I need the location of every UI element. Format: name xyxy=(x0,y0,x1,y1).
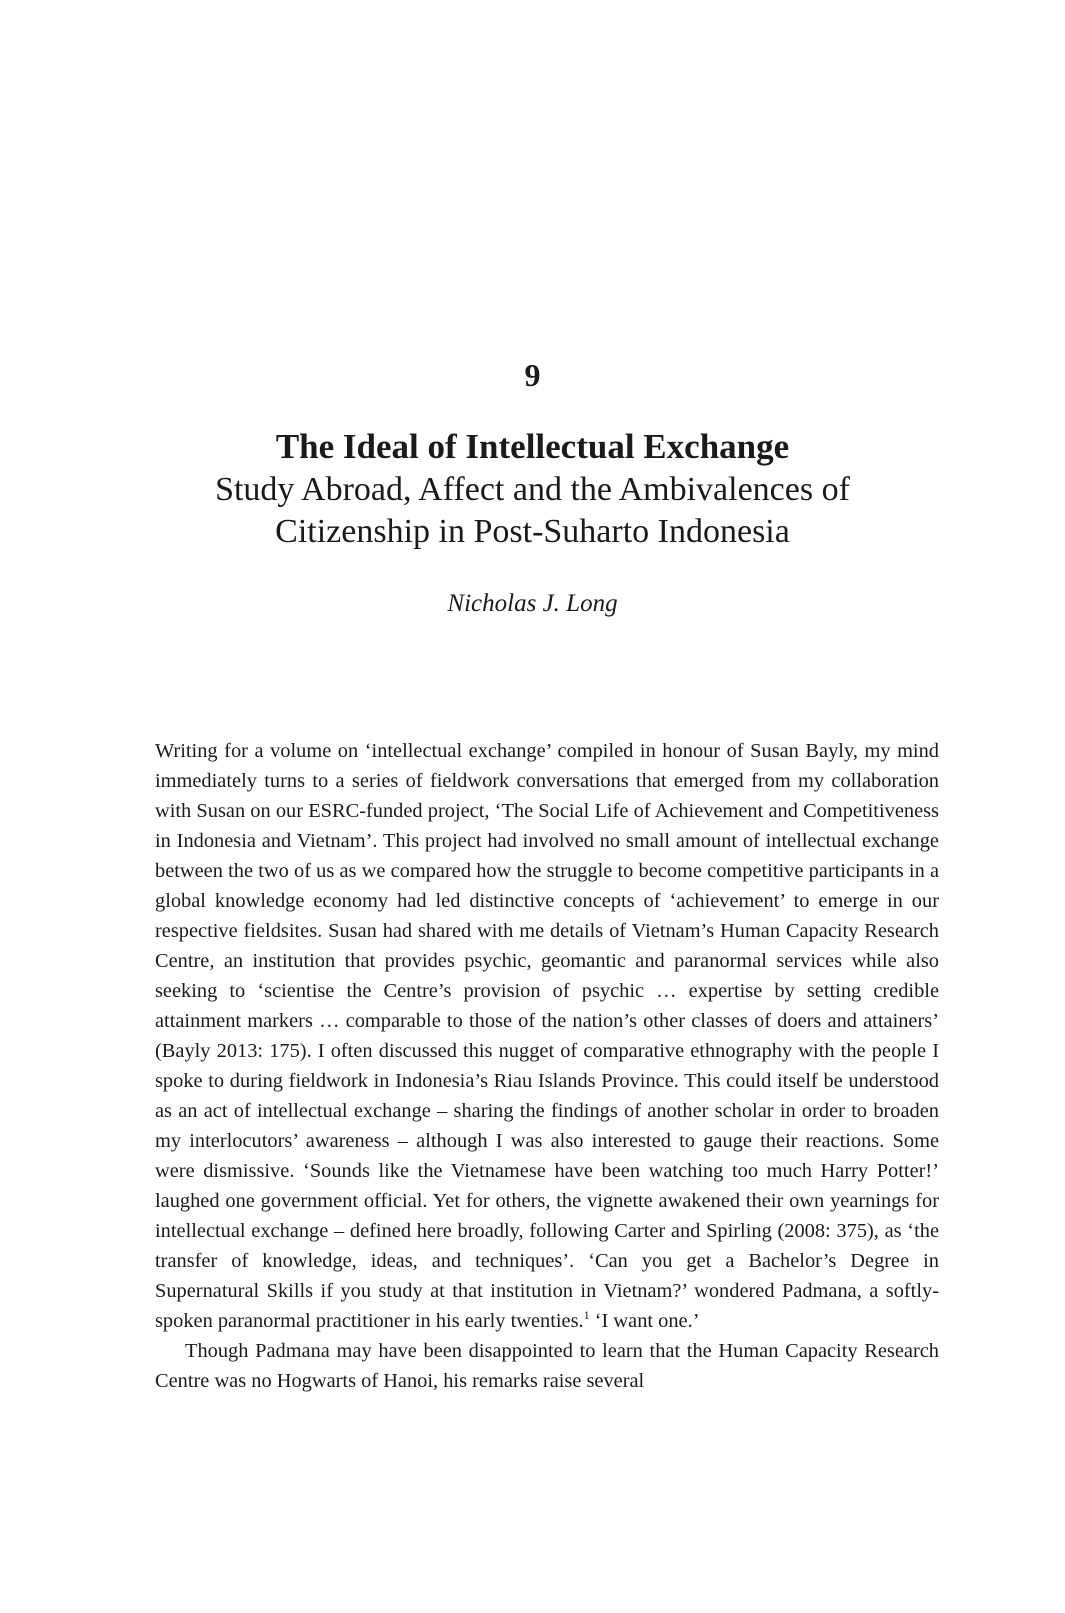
footnote-reference[interactable]: 1 xyxy=(583,1308,590,1323)
chapter-subtitle-line-1: Study Abroad, Affect and the Ambivalences of xyxy=(215,471,850,508)
paragraph-1-tail: ‘I want one.’ xyxy=(589,1310,700,1332)
paragraph-1-text: Writing for a volume on ‘intellectual exchange’ compiled in honour of Susan Bayly, my mind immediately turns to a series of fieldwork conversations that emerged from my collaboration with Susan on our ESRC-funded project, ‘The Social Life of Achievement and Competitiveness in Indonesia and Vietnam’. This project had involved no small amount of intellectual exchange between the two of us as we compared how the struggle to become competitive participants in a global knowledge economy had led distinctive concepts of ‘achievement’ to emerge in our respective fieldsites. Susan had shared with me details of Vietnam’s Human Capacity Research Centre, an institution that provides psychic, geomantic and paranormal services while also seeking to ‘scientise the Centre’s provision of psychic … expertise by setting credible attainment markers … comparable to those of the nation’s other classes of doers and attainers’ (Bayly 2013: 175). I often discussed this nugget of comparative ethnography with the people I spoke to during fieldwork in Indonesia’s Riau Islands Province. This could itself be understood as an act of intellectual exchange – sharing the findings of another scholar in order to broaden my interlocutors’ awareness – although I was also interested to gauge their reactions. Some were dismissive. ‘Sounds like the Vietnamese have been watching too much Harry Potter!’ laughed one government official. Yet for others, the vignette awakened their own yearnings for intellectual exchange – defined here broadly, following Carter and Spirling (2008: 375), as ‘the transfer of knowledge, ideas, and techniques’. ‘Can you get a Bachelor’s Degree in Supernatural Skills if you study at that institution in Vietnam?’ wondered Padmana, a softly-spoken paranormal practitioner in his early twenties. xyxy=(155,740,939,1332)
chapter-title-block xyxy=(0,425,1065,553)
body-text xyxy=(155,736,939,1396)
chapter-title: The Ideal of Intellectual Exchange xyxy=(275,427,790,466)
chapter-number: 9 xyxy=(524,357,541,393)
paragraph-1 xyxy=(155,736,939,1336)
paragraph-2: Though Padmana may have been disappointed to learn that the Human Capacity Research Centre was no Hogwarts of Hanoi, his remarks raise several xyxy=(155,1340,939,1392)
chapter-subtitle-line-2: Citizenship in Post-Suharto Indonesia xyxy=(275,513,790,550)
chapter-author: Nicholas J. Long xyxy=(447,590,618,617)
